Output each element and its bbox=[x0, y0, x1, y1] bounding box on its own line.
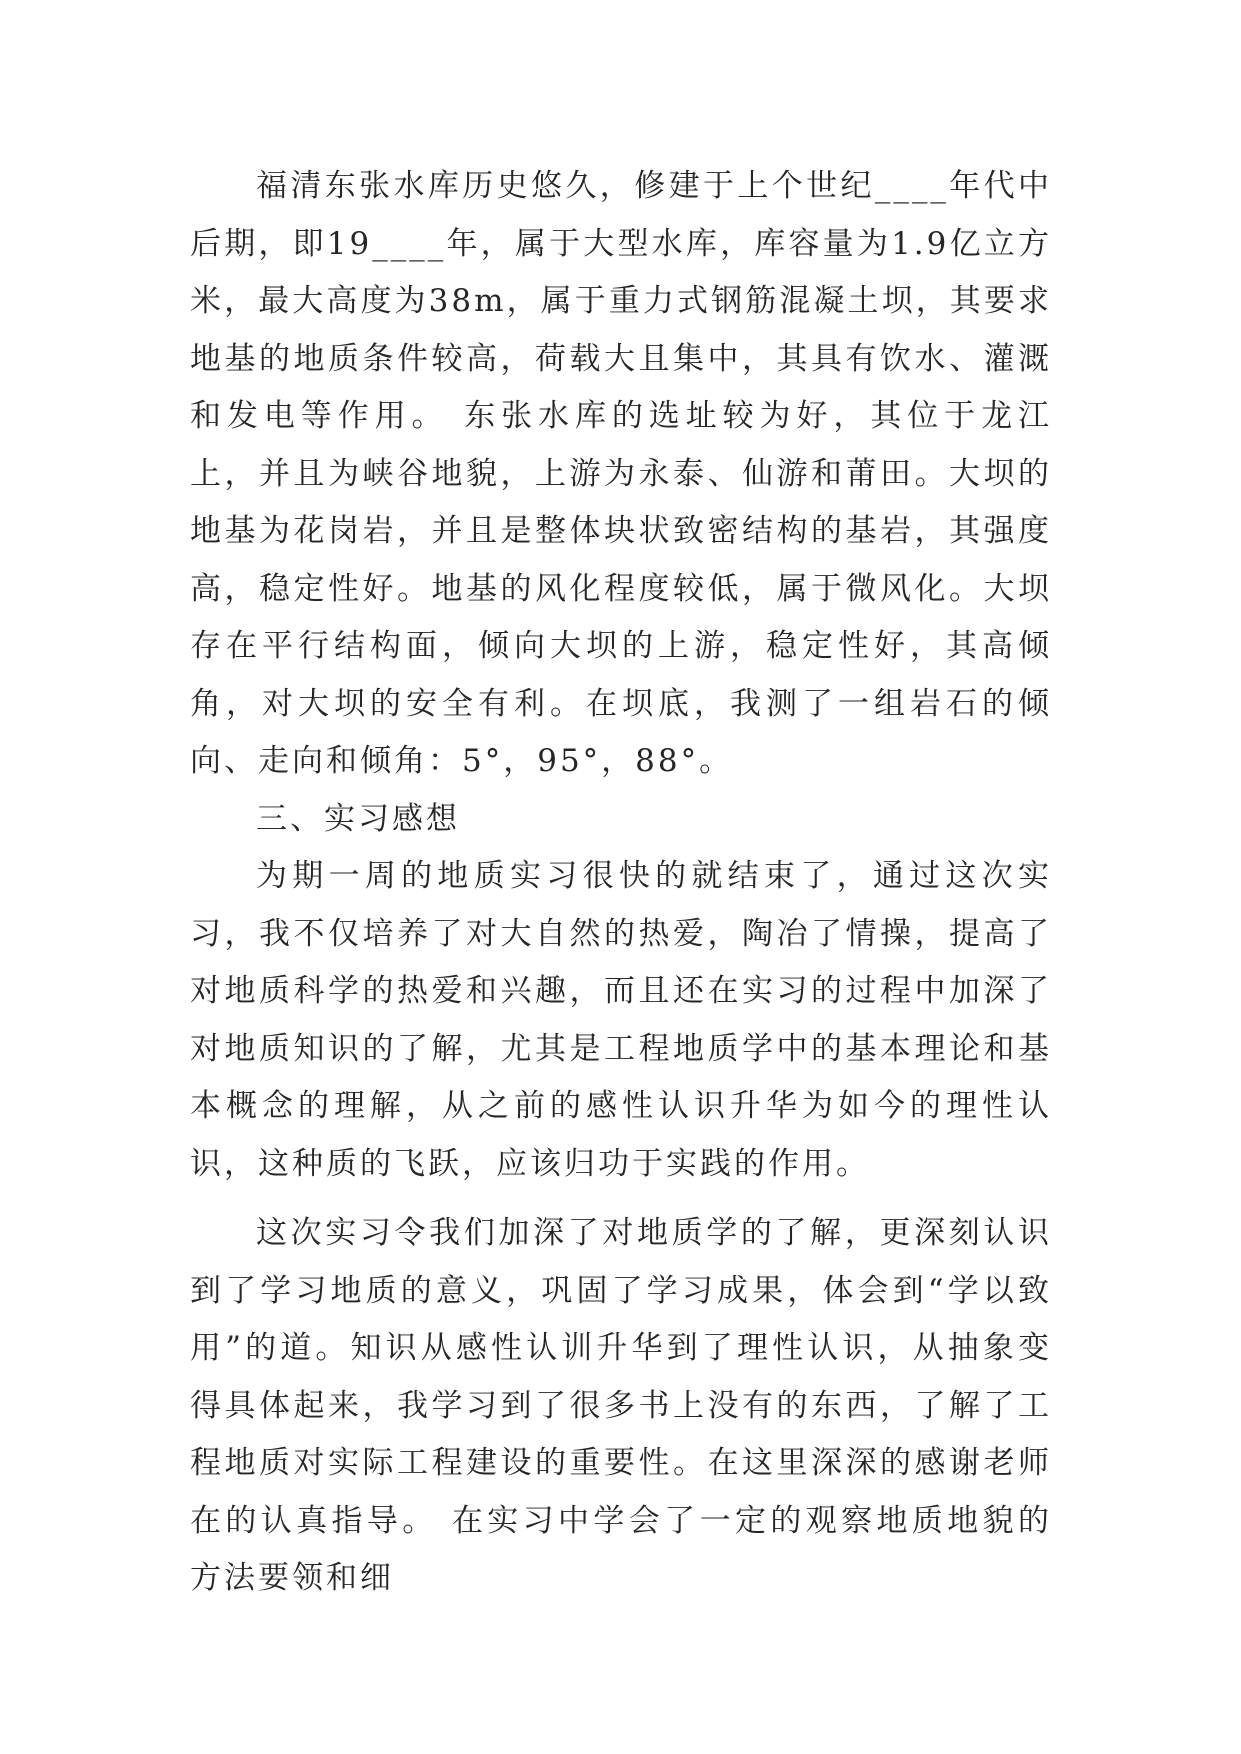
document-body bbox=[190, 158, 1052, 1608]
section-heading: 三、实习感想 bbox=[256, 800, 460, 837]
paragraph-internship-summary: 为期一周的地质实习很快的就结束了，通过这次实习，我不仅培养了对大自然的热爱，陶冶了情操，提高了对地质科学的热爱和兴趣，而且还在实习的过程中加深了对地质知识的了解，尤其是工程地质学中的基本理论和基本概念的理解，从之前的感性认识升华为如今的理性认识，这种质的飞跃，应该归功于实践的作用。 bbox=[190, 858, 1052, 1182]
paragraph-dongzhang-reservoir: 福清东张水库历史悠久，修建于上个世纪____年代中后期，即19____年，属于大型水库，库容量为1.9亿立方米，最大高度为38m，属于重力式钢筋混凝土坝，其要求地基的地质条件较高，荷载大且集中，其具有饮水、灌溉和发电等作用。 东张水库的选址较为好，其位于龙江上，并且为峡谷地貌，上游为永泰、仙游和莆田。大坝的地基为花岗岩，并且是整体块状致密结构的基岩，其强度高，稳定性好。地基的风化程度较低，属于微风化。大坝存在平行结构面，倾向大坝的上游，稳定性好，其高倾角，对大坝的安全有利。在坝底，我测了一组岩石的倾向、走向和倾角：5°，95°，88°。 bbox=[190, 168, 1052, 779]
paragraph-internship-reflection: 这次实习令我们加深了对地质学的了解，更深刻认识到了学习地质的意义，巩固了学习成果，体会到“学以致用”的道。知识从感性认训升华到了理性认识，从抽象变得具体起来，我学习到了很多书上没有的东西，了解了工程地质对实际工程建设的重要性。在这里深深的感谢老师在的认真指导。 在实习中学会了一定的观察地质地貌的方法要领和细 bbox=[190, 1215, 1052, 1596]
